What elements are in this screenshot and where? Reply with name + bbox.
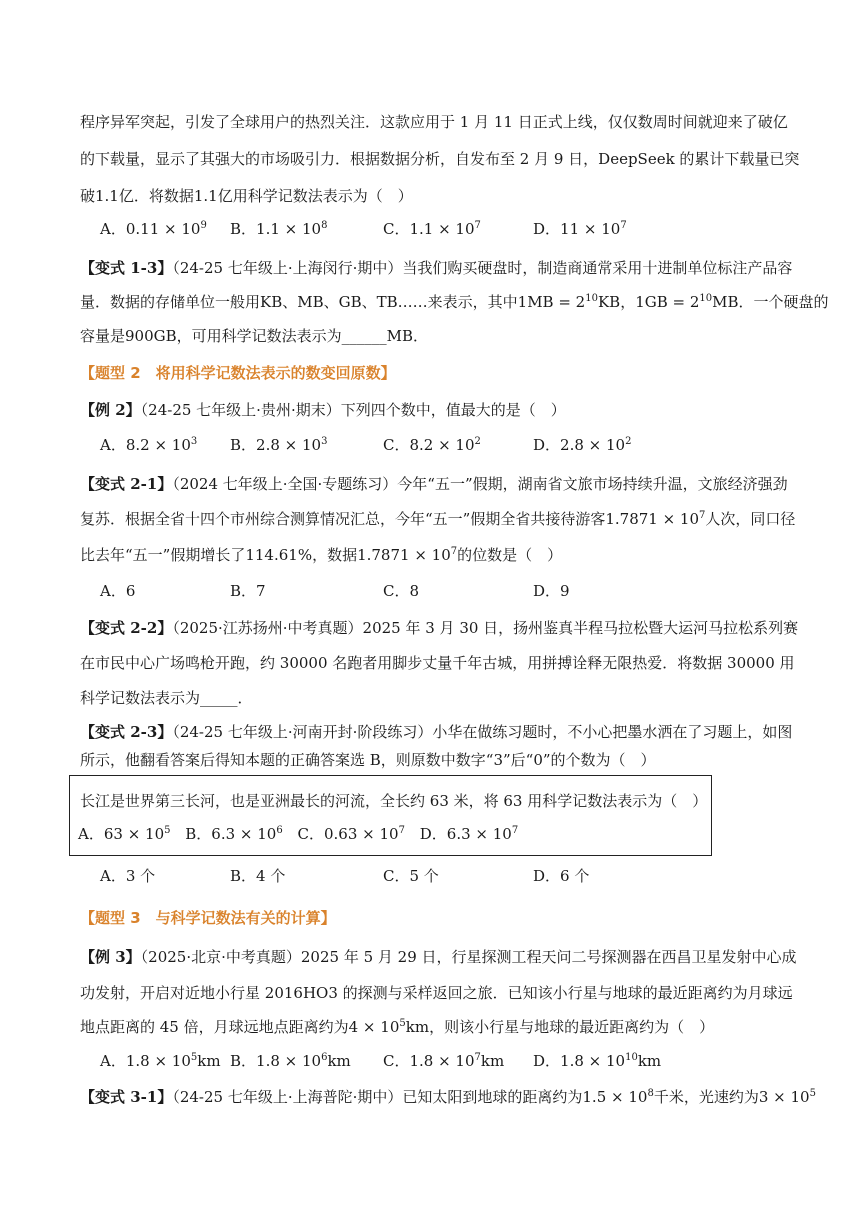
question-line: 所示，他翻看答案后得知本题的正确答案选 B，则原数中数字“3”后“0”的个数为（ ） bbox=[80, 751, 656, 769]
box-options-row bbox=[78, 824, 518, 844]
question-text: （24-25 七年级上·上海闵行·期中）当我们购买硬盘时，制造商通常采用十进制单位标注产品容 bbox=[172, 259, 793, 277]
paragraph-line: 的下载量，显示了其强大的市场吸引力．根据数据分析，自发布至 2 月 9 日，DeepSeek 的累计下载量已突 bbox=[80, 150, 800, 168]
question-text: （2024 七年级上·全国·专题练习）今年“五一”假期，湖南省文旅市场持续升温，文旅经济强劲 bbox=[172, 475, 788, 493]
option-a: A．$8.2 \times 10^3$ bbox=[100, 436, 198, 454]
question-line bbox=[80, 509, 795, 529]
option-c: C．5 个 bbox=[383, 867, 439, 885]
question-text: （24-25 七年级上·贵州·期末）下列四个数中，值最大的是（ ） bbox=[140, 401, 566, 419]
text-part: 千米，光速约为3 × 10 bbox=[653, 1088, 810, 1106]
exponent: 7 bbox=[699, 510, 706, 521]
text-part: 人次，同口径 bbox=[705, 510, 796, 528]
text-part: 比去年“五一”假期增长了114.61%，数据1.7871 × 10 bbox=[80, 546, 451, 564]
exponent: 7 bbox=[450, 546, 458, 557]
section-heading: 【题型 3 与科学记数法有关的计算】 bbox=[80, 909, 336, 927]
question-tag: 【例 2】 bbox=[80, 401, 141, 419]
option-c: C．$0.63 \times 10^7$ bbox=[297, 825, 405, 843]
option-d: D．$11 \times 10^7$ bbox=[533, 220, 627, 238]
question-line bbox=[80, 618, 798, 638]
paragraph-line: 破1.1亿．将数据1.1亿用科学记数法表示为（ ） bbox=[80, 187, 413, 205]
option-d: D．6 个 bbox=[533, 867, 590, 885]
text-part: km，则该小行星与地球的最近距离约为（ ） bbox=[405, 1018, 715, 1036]
text-part: 地点距离的 45 倍，月球远地点距离约为4 × 10 bbox=[80, 1018, 400, 1036]
question-line bbox=[80, 292, 829, 312]
text-part: KB，1GB = 2 bbox=[597, 293, 700, 311]
option-d: D．$6.3 \times 10^7$ bbox=[419, 825, 519, 843]
question-line bbox=[80, 258, 792, 278]
question-line bbox=[80, 1087, 816, 1107]
option-a: A．$1.8 \times 10^5km$ bbox=[100, 1052, 221, 1070]
question-line: 功发射，开启对近地小行星 2016HO3 的探测与采样返回之旅．已知该小行星与地球的最近距离约为月球远 bbox=[80, 984, 793, 1002]
question-line bbox=[80, 545, 562, 565]
question-line: 容量是900GB，可用科学记数法表示为______MB． bbox=[80, 327, 429, 345]
option-b: B．$6.3 \times 10^6$ bbox=[185, 825, 283, 843]
exponent: 5 bbox=[399, 1018, 406, 1029]
option-c: C．8 bbox=[383, 582, 420, 600]
question-tag: 【变式 2-3】 bbox=[80, 723, 173, 741]
question-line: 在市民中心广场鸣枪开跑，约 30000 名跑者用脚步丈量千年古城，用拼搏诠释无限热爱．将数据 30000 用 bbox=[80, 654, 795, 672]
question-line bbox=[80, 1017, 714, 1037]
option-c: C．$1.8 \times 10^7km$ bbox=[383, 1052, 505, 1070]
text-part: 量．数据的存储单位一般用KB、MB、GB、TB……来表示，其中1MB = 2 bbox=[80, 293, 586, 311]
question-text: （2025·江苏扬州·中考真题）2025 年 3 月 30 日，扬州鉴真半程马拉松暨大运河马拉松系列赛 bbox=[172, 619, 799, 637]
option-d: D．9 bbox=[533, 582, 570, 600]
option-c: C．$1.1 \times 10^7$ bbox=[383, 220, 481, 238]
inkblot-question-box bbox=[69, 775, 712, 856]
option-c: C．$8.2 \times 10^2$ bbox=[383, 436, 481, 454]
question-line bbox=[80, 722, 792, 742]
option-a: A．$0.11 \times 10^9$ bbox=[100, 220, 207, 238]
question-tag: 【变式 2-1】 bbox=[80, 475, 173, 493]
question-tag: 【例 3】 bbox=[80, 948, 141, 966]
exponent: 8 bbox=[647, 1088, 654, 1099]
question-tag: 【变式 1-3】 bbox=[80, 259, 173, 277]
option-b: B．4 个 bbox=[230, 867, 286, 885]
option-a: A．3 个 bbox=[100, 867, 156, 885]
paragraph-line: 程序异军突起，引发了全球用户的热烈关注．这款应用于 1 月 11 日正式上线，仅仅数周时间就迎来了破亿 bbox=[80, 113, 788, 131]
text-part: （24-25 七年级上·上海普陀·期中）已知太阳到地球的距离约为1.5 × 10 bbox=[172, 1088, 648, 1106]
question-line: 科学记数法表示为_____． bbox=[80, 689, 253, 707]
section-heading: 【题型 2 将用科学记数法表示的数变回原数】 bbox=[80, 364, 396, 382]
question-tag: 【变式 2-2】 bbox=[80, 619, 173, 637]
exponent: 5 bbox=[809, 1088, 816, 1099]
question-line bbox=[80, 400, 566, 420]
question-tag: 【变式 3-1】 bbox=[80, 1088, 173, 1106]
text-part: 复苏．根据全省十四个市州综合测算情况汇总，今年“五一”假期全省共接待游客1.7871 × 10 bbox=[80, 510, 700, 528]
option-d: D．$1.8 \times 10^{10}km$ bbox=[533, 1052, 662, 1070]
box-question-text: 长江是世界第三长河，也是亚洲最长的河流，全长约 63 米，将 63 用科学记数法表示为（ ） bbox=[80, 792, 708, 810]
option-b: B．$2.8 \times 10^3$ bbox=[230, 436, 328, 454]
question-line bbox=[80, 947, 797, 967]
question-text: （24-25 七年级上·河南开封·阶段练习）小华在做练习题时，不小心把墨水洒在了习题上，如图 bbox=[172, 723, 793, 741]
exponent: 10 bbox=[699, 293, 713, 304]
option-b: B．$1.1 \times 10^8$ bbox=[230, 220, 328, 238]
option-a: A．6 bbox=[100, 582, 136, 600]
option-a: A．$63 \times 10^5$ bbox=[78, 825, 171, 843]
option-d: D．$2.8 \times 10^2$ bbox=[533, 436, 632, 454]
option-b: B．$1.8 \times 10^6km$ bbox=[230, 1052, 351, 1070]
text-part: 的位数是（ ） bbox=[457, 546, 563, 564]
text-part: MB．一个硬盘的 bbox=[712, 293, 829, 311]
question-text: （2025·北京·中考真题）2025 年 5 月 29 日，行星探测工程天问二号探测器在西昌卫星发射中心成 bbox=[140, 948, 797, 966]
exponent: 10 bbox=[585, 293, 598, 304]
option-b: B．7 bbox=[230, 582, 266, 600]
question-line bbox=[80, 474, 788, 494]
